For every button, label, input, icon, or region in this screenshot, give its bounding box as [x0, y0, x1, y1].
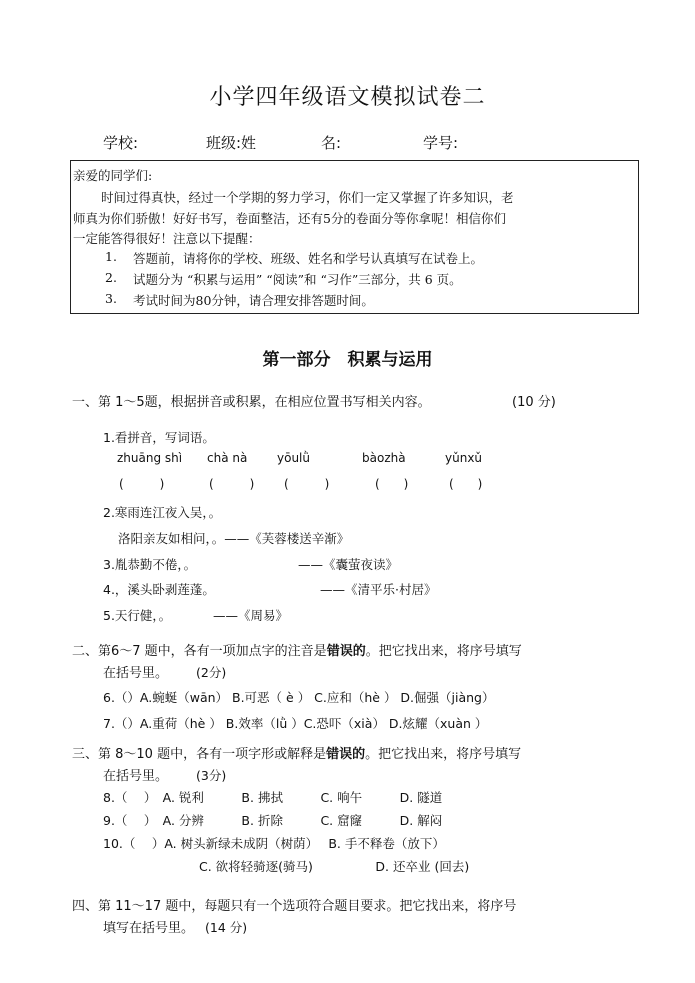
pinyin-item: yǔnxǔ	[445, 451, 483, 465]
pinyin-item: zhuāng shì	[117, 451, 183, 465]
question-3-header-text: 三、第 8～10 题中，各有一项字形或解释是	[72, 747, 327, 762]
answer-blank[interactable]: ( )	[284, 477, 330, 491]
school-label: 学校:	[103, 134, 139, 152]
question-3-emphasis: 错误的	[326, 747, 366, 762]
question-1-header: 一、第 1～5题，根据拼音或积累，在相应位置书写相关内容。	[72, 395, 431, 410]
pinyin-item: chà nà	[207, 451, 248, 465]
question-9-line: 9.（ ） A. 分辨 B. 折除 C. 窟窿 D. 解闷	[103, 813, 443, 828]
question-4-header-line2: 填写在括号里。	[103, 921, 195, 936]
question-7-line: 7.（）A.重荷（hè ） B.效率（lǜ ）C.恐吓（xià） D.炫耀（xuàn ）	[103, 716, 488, 731]
student-number-label: 学号:	[423, 134, 459, 152]
class-name-label: 班级:姓	[206, 134, 257, 152]
question-2-score: (2分)	[196, 665, 227, 680]
question-1-5-line: 5.天行健，。	[103, 608, 172, 623]
notice-paragraph-line: 时间过得真快，经过一个学期的努力学习，你们一定又掌握了许多知识，老	[101, 190, 514, 205]
answer-blank[interactable]: ( )	[119, 477, 165, 491]
answer-blank[interactable]: ( )	[209, 477, 255, 491]
section-title: 第一部分 积累与运用	[262, 350, 433, 370]
question-3-header	[72, 743, 521, 762]
page-title: 小学四年级语文模拟试卷二	[209, 85, 486, 110]
question-2-header-text: 二、第6～7 题中，各有一项加点字的注音是	[72, 644, 327, 659]
question-3-score: (3分)	[196, 768, 227, 783]
question-10-line: 10.（ ）A. 树头新绿未成阴（树荫） B. 手不释卷（放下）	[103, 836, 445, 851]
notice-item-text: 考试时间为80分钟，请合理安排答题时间。	[133, 293, 374, 308]
notice-item-text: 答题前，请将你的学校、班级、姓名和学号认真填写在试卷上。	[133, 251, 484, 266]
question-2-header-line2: 在括号里。	[103, 666, 169, 681]
question-1-2-line: 2.寒雨连江夜入吴，。	[103, 505, 222, 520]
question-3-header-line2: 在括号里。	[103, 769, 169, 784]
pinyin-item: bàozhà	[362, 451, 406, 465]
question-1-score: (10 分)	[512, 395, 556, 410]
question-1-5-source: ——《周易》	[213, 608, 289, 623]
notice-item-number: 3.	[105, 291, 117, 306]
notice-paragraph-line: 一定能答得很好！注意以下提醒：	[73, 231, 261, 246]
notice-paragraph-line: 师真为你们骄傲！好好书写，卷面整洁，还有5分的卷面分等你拿呢！相信你们	[73, 211, 506, 226]
question-2-header	[72, 640, 522, 659]
question-1-2-line: 洛阳亲友如相问，。——《芙蓉楼送辛渐》	[118, 531, 350, 546]
question-8-line: 8.（ ） A. 锐利 B. 拂拭 C. 响午 D. 隧道	[103, 790, 443, 805]
question-1-3-line: 3.胤恭勤不倦，。	[103, 557, 197, 572]
question-1-1-prompt: 1.看拼音，写词语。	[103, 430, 215, 445]
question-1-4-source: ——《清平乐·村居》	[320, 582, 437, 597]
question-3-header-text: 。把它找出来，将序号填写	[365, 747, 522, 762]
answer-blank[interactable]: ( )	[375, 477, 409, 491]
name-label: 名:	[321, 134, 342, 152]
pinyin-item: yōulǜ	[277, 451, 310, 465]
question-4-score: (14 分)	[205, 920, 248, 935]
question-6-line: 6.（）A.蜿蜒（wān） B.可恶（ è ） C.应和（hè ） D.倔强（jiàng）	[103, 690, 495, 705]
answer-blank[interactable]: ( )	[449, 477, 483, 491]
notice-item-number: 1.	[105, 249, 117, 264]
question-2-emphasis: 错误的	[326, 644, 366, 659]
notice-greeting: 亲爱的同学们:	[73, 168, 153, 183]
question-10-line: C. 欲将轻骑逐(骑马) D. 还卒业 (回去)	[199, 859, 470, 874]
question-1-3-source: ——《囊萤夜读》	[298, 557, 399, 572]
notice-item-number: 2.	[105, 270, 117, 285]
notice-box	[70, 160, 639, 314]
question-1-4-line: 4.，溪头卧剥莲蓬。	[103, 582, 215, 597]
question-4-header: 四、第 11～17 题中，每题只有一个选项符合题目要求。把它找出来，将序号	[72, 899, 517, 914]
question-2-header-text: 。把它找出来，将序号填写	[365, 644, 522, 659]
notice-item-text: 试题分为 “积累与运用” “阅读”和 “习作”三部分，共 6 页。	[133, 272, 462, 287]
